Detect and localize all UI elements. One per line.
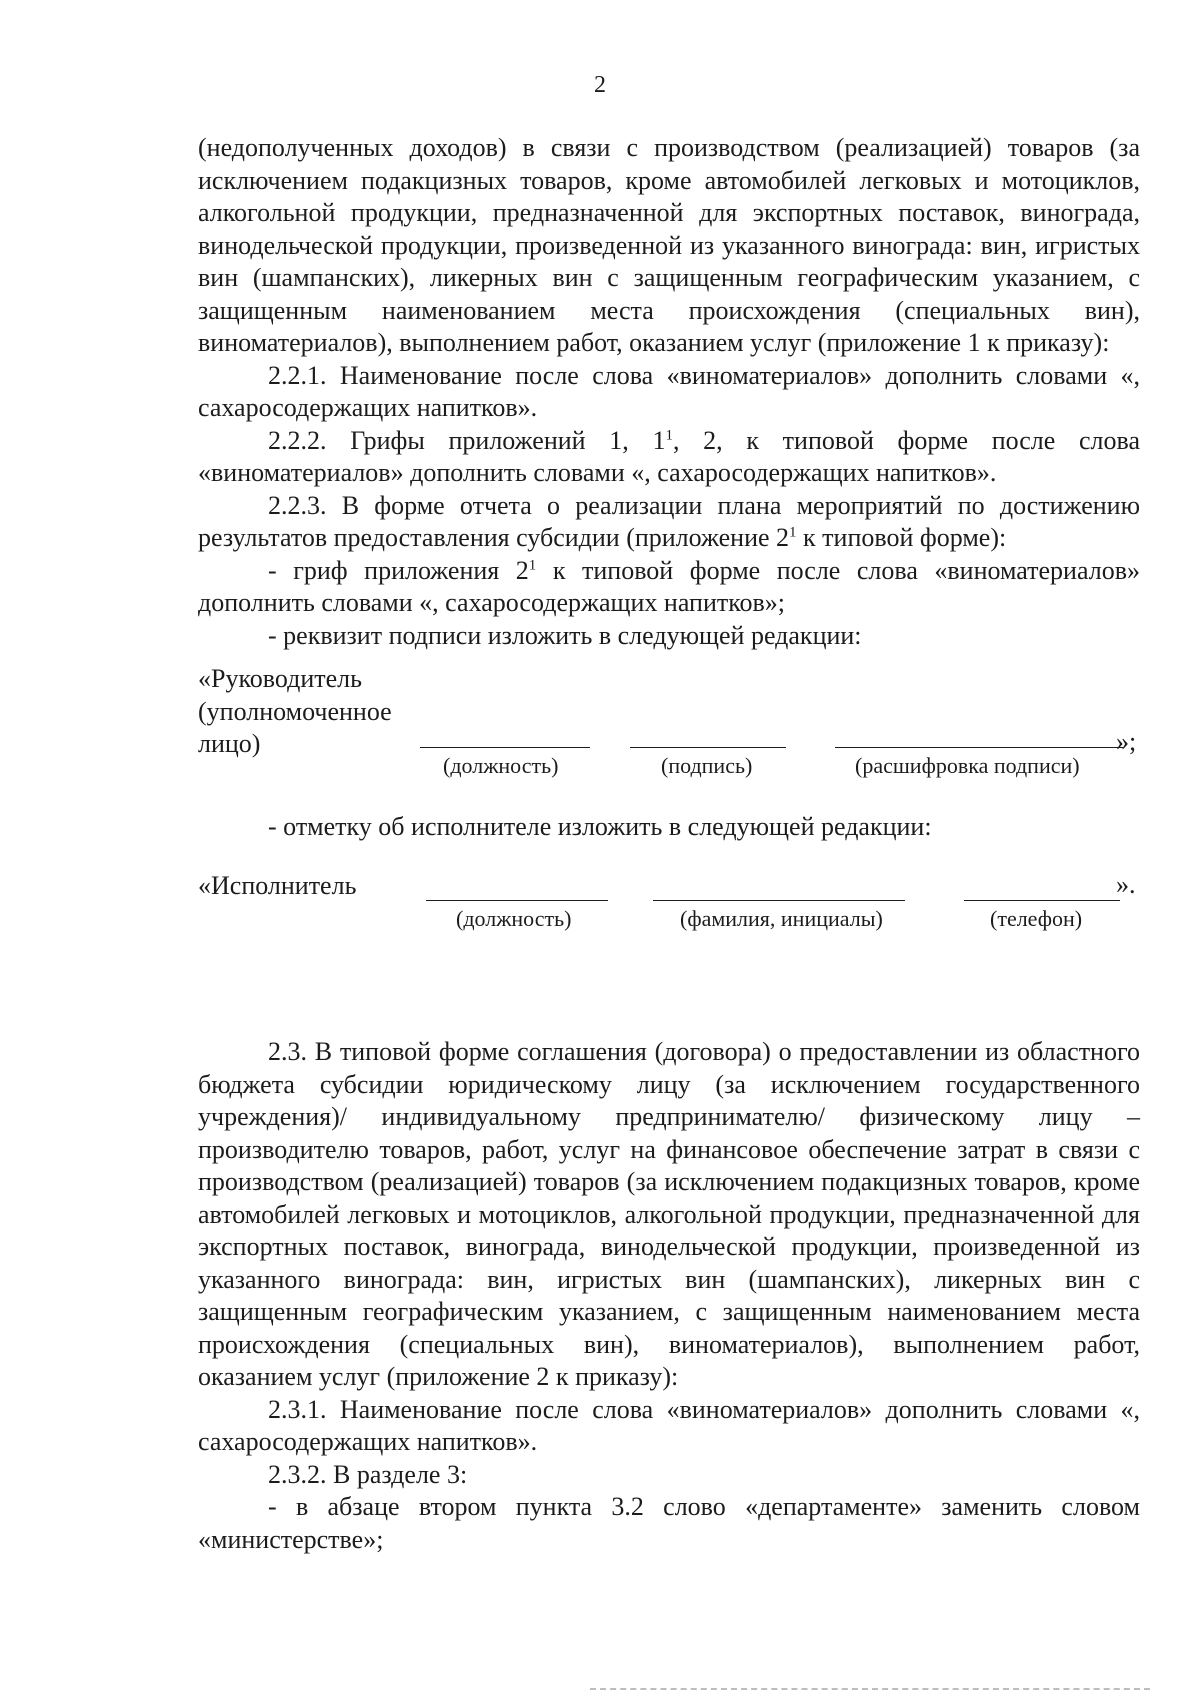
executor-block (198, 870, 1140, 940)
paragraph-2-2-2 (198, 425, 1140, 490)
superscript: 1 (528, 556, 537, 573)
signature-block (198, 663, 1140, 778)
signature-line (630, 747, 786, 748)
executor-name-line (653, 900, 905, 901)
caption-decoding: (расшифровка подписи) (855, 753, 1080, 778)
text-fragment: к типовой форме после слова «виноматериалов» дополнить словами «, сахаросодержащих напитков»; (198, 555, 1140, 617)
dash-item-department: - в абзаце втором пункта 3.2 слово «департаменте» заменить словом «министерстве»; (198, 1492, 1140, 1554)
paragraph-2-3-2: 2.3.2. В разделе 3: (268, 1459, 468, 1489)
closing-quote: »; (1116, 727, 1137, 756)
caption-phone: (телефон) (990, 906, 1083, 931)
executor-role: «Исполнитель (198, 871, 357, 900)
text-fragment: 2.2.2. Грифы приложений 1, 1 (268, 425, 666, 455)
paragraph-2-2-1: 2.2.1. Наименование после слова «виноматериалов» дополнить словами «, сахаросодержащих напитков». (198, 360, 1140, 422)
superscript: 1 (789, 524, 797, 541)
paragraph-2-3: 2.3. В типовой форме соглашения (договора) о предоставлении из областного бюджета субсидии юридическому лицу (за исключением государственного учреждения)/ индивидуальному предпринимателю/ физическому лицу – производителю товаров, работ, услуг на финансовое обеспечение затрат в связи с производством (реализацией) товаров (за исключением подакцизных товаров, кроме автомобилей легковых и мотоциклов, алкогольной продукции, предназначенной для экспортных поставок, винограда, винодельческой продукции, произведенной из указанного винограда: вин, игристых вин (шампанских), ликерных вин с защищенным географическим указанием, с защищенным наименованием места происхождения (специальных вин), виноматериалов), выполнением работ, оказанием услуг (приложение 2 к приказу): (198, 1037, 1140, 1391)
closing-quote: ». (1116, 870, 1136, 899)
text-fragment: - гриф приложения 2 (268, 555, 529, 585)
text-fragment: 2.2.3. В форме отчета о реализации плана мероприятий по достижению результатов предоставления субсидии (приложение 2 (198, 490, 1140, 552)
text-fragment: к типовой форме): (796, 523, 1007, 552)
caption-signature: (подпись) (661, 753, 753, 778)
intro-section (198, 132, 1140, 652)
page-number: 2 (594, 72, 606, 98)
paragraph-2-3-1: 2.3.1. Наименование после слова «виноматериалов» дополнить словами «, сахаросодержащих напитков». (198, 1394, 1140, 1456)
caption-position: (должность) (456, 906, 572, 931)
dash-item-executor: - отметку об исполнителе изложить в следующей редакции: (268, 812, 932, 841)
role-line: «Руководитель (198, 664, 362, 693)
caption-name: (фамилия, инициалы) (680, 906, 883, 931)
dash-item-signature: - реквизит подписи изложить в следующей редакции: (268, 620, 862, 650)
caption-position: (должность) (443, 753, 559, 778)
role-line: лицо) (198, 729, 261, 758)
executor-position-line (426, 900, 608, 901)
section-2-3 (198, 1036, 1140, 1556)
scan-artifact (590, 1688, 1150, 1696)
paragraph-intro: (недополученных доходов) в связи с производством (реализацией) товаров (за исключением подакцизных товаров, кроме автомобилей легковых и мотоциклов, алкогольной продукции, предназначенной для экспортных поставок, винограда, винодельческой продукции, произведенной из указанного винограда: вин, игристых вин (шампанских), ликерных вин с защищенным географическим указанием, с защищенным наименованием места происхождения (специальных вин), виноматериалов), выполнением работ, оказанием услуг (приложение 1 к приказу): (198, 133, 1140, 357)
role-line: (уполномоченное (198, 696, 392, 726)
position-line (420, 747, 590, 748)
executor-phone-line (964, 900, 1120, 901)
decoding-line (835, 747, 1123, 748)
text-fragment: , 2, к типовой форме после слова «виноматериалов» дополнить словами «, сахаросодержащих напитков». (198, 425, 1140, 487)
dash-item-grif (198, 555, 1140, 620)
superscript: 1 (665, 426, 673, 443)
paragraph-2-2-3 (198, 490, 1140, 555)
signature-role (198, 663, 392, 761)
